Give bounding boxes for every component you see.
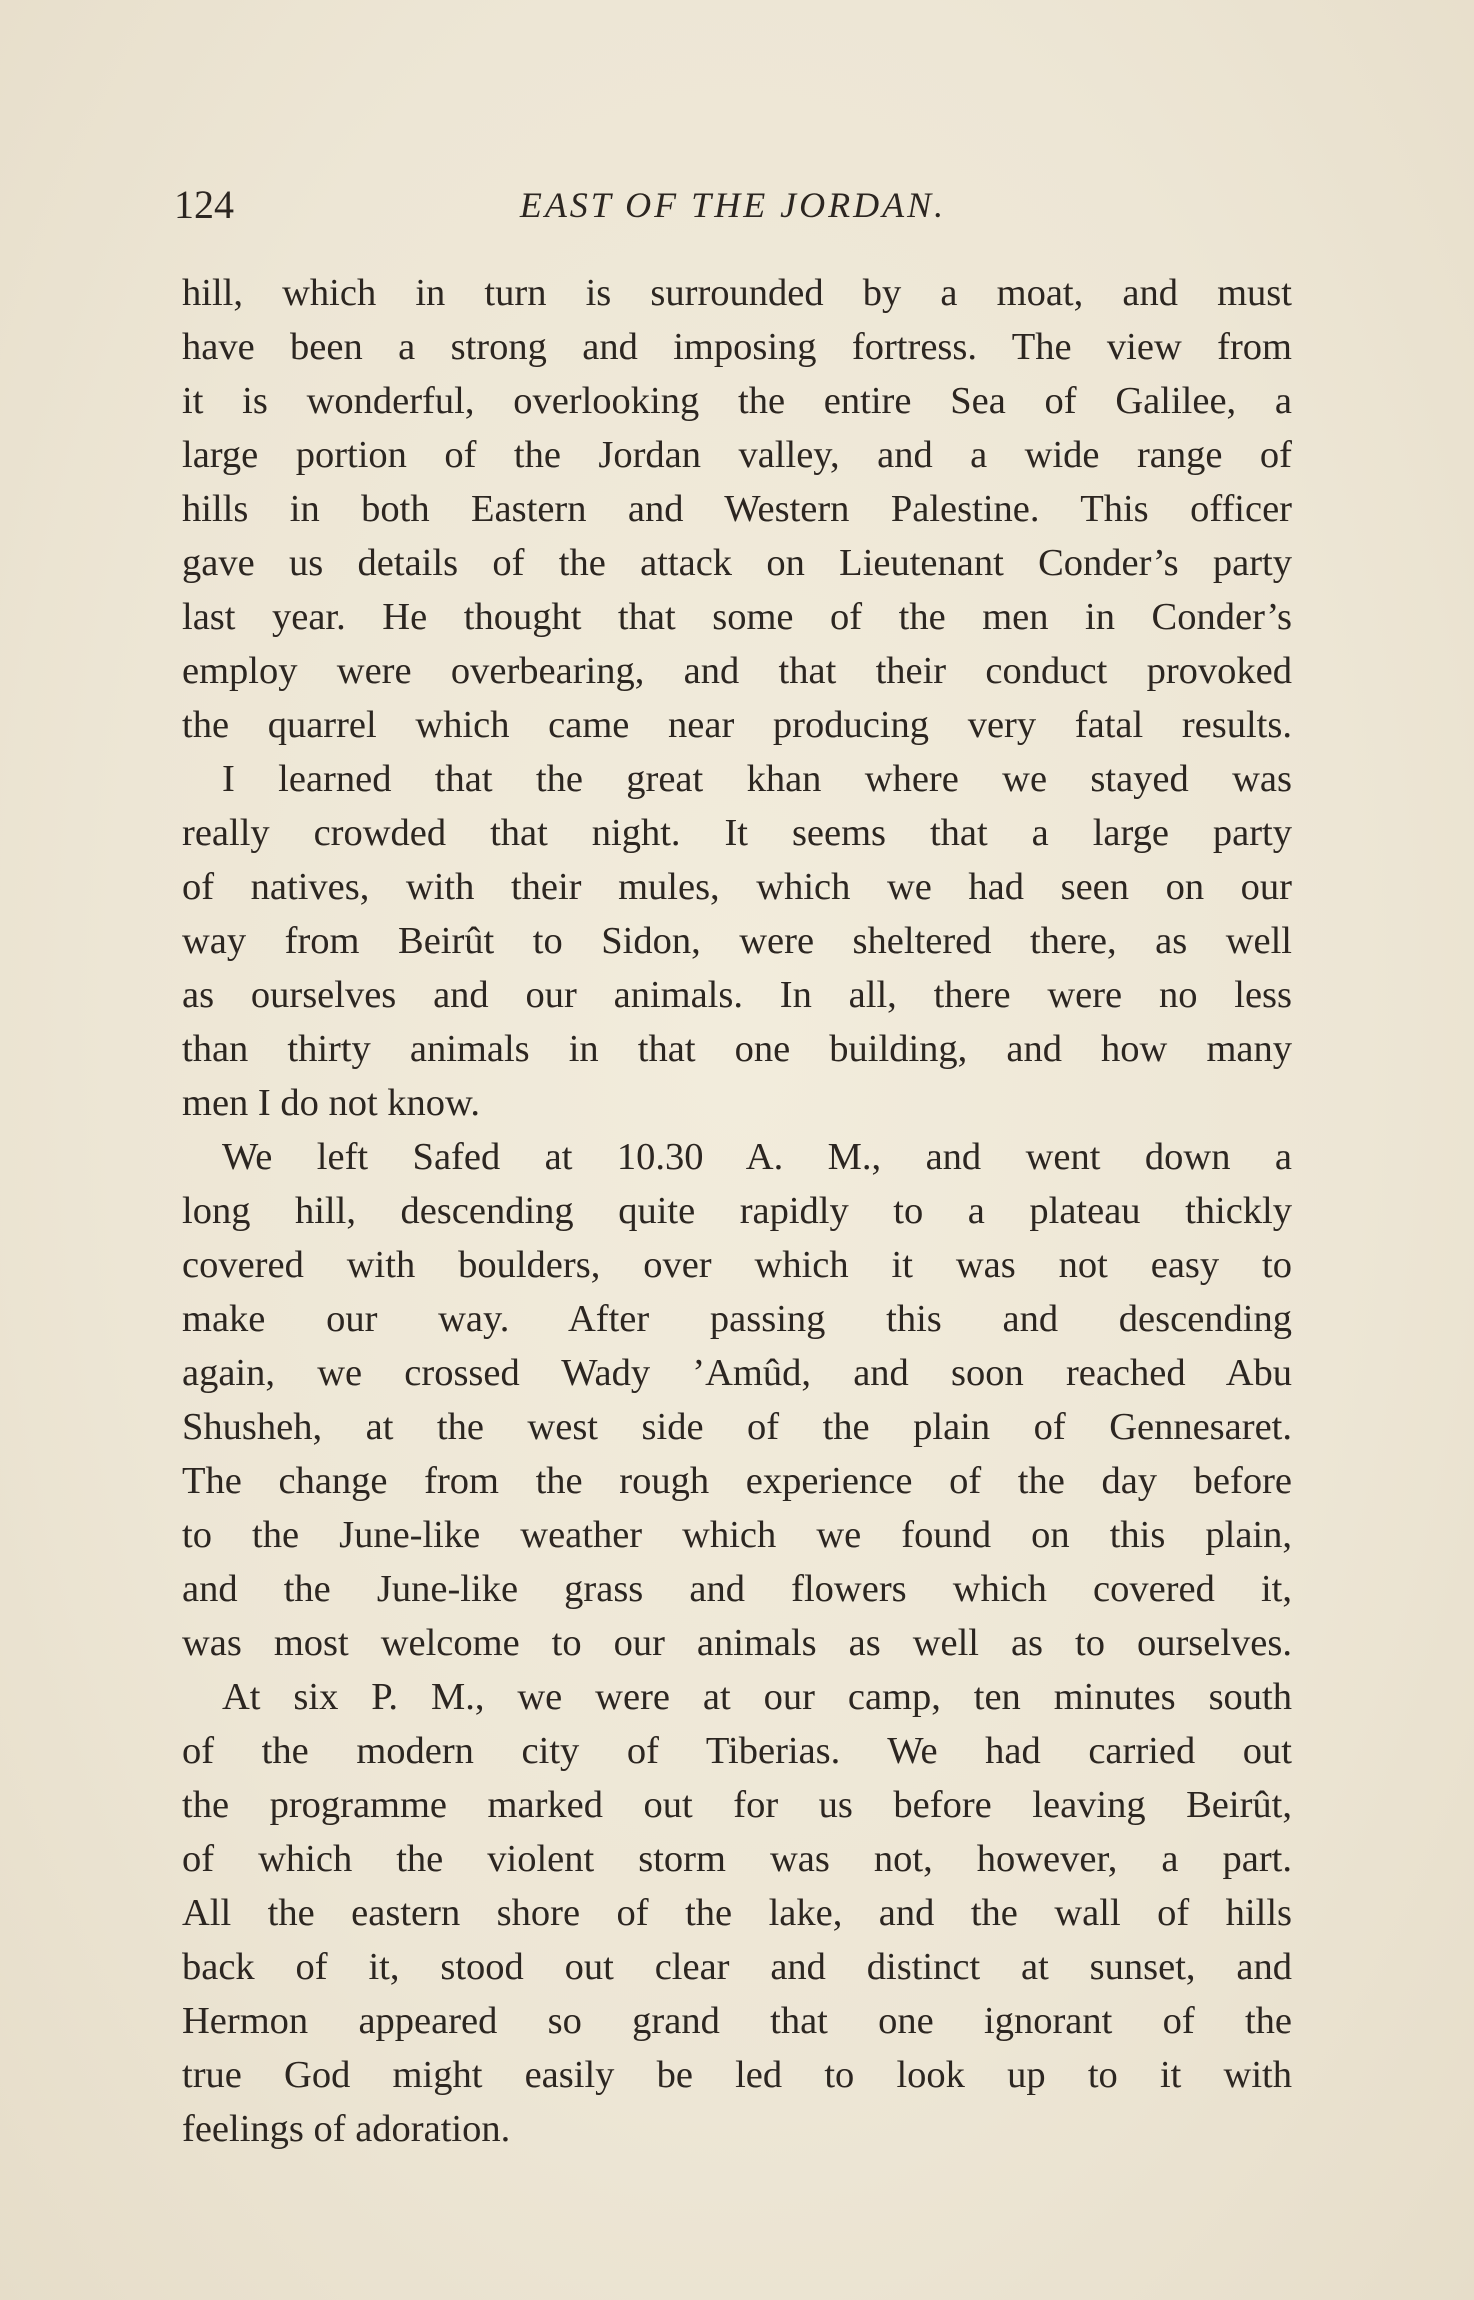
text-line: and the June-like grass and flowers which covered it,	[182, 1568, 1292, 1610]
text-line: have been a strong and imposing fortress. The view from	[182, 326, 1292, 368]
body-text	[182, 266, 1292, 2156]
text-line: gave us details of the attack on Lieutenant Conder’s party	[182, 542, 1292, 584]
text-line: the quarrel which came near producing very fatal results.	[182, 704, 1292, 746]
text-line: to the June-like weather which we found on this plain,	[182, 1514, 1292, 1556]
text-line: hills in both Eastern and Western Palestine. This officer	[182, 488, 1292, 530]
text-line: again, we crossed Wady ’Amûd, and soon reached Abu	[182, 1352, 1292, 1394]
text-line: Hermon appeared so grand that one ignorant of the	[182, 2000, 1292, 2042]
text-line: the programme marked out for us before leaving Beirût,	[182, 1784, 1292, 1826]
text-line: back of it, stood out clear and distinct at sunset, and	[182, 1946, 1292, 1988]
text-line: true God might easily be led to look up to it with	[182, 2054, 1292, 2096]
text-line: than thirty animals in that one building, and how many	[182, 1028, 1292, 1070]
text-line: We left Safed at 10.30 A. M., and went down a	[222, 1136, 1292, 1178]
text-line: covered with boulders, over which it was not easy to	[182, 1244, 1292, 1286]
page-number: 124	[174, 182, 234, 227]
text-line: of which the violent storm was not, however, a part.	[182, 1838, 1292, 1880]
text-line: as ourselves and our animals. In all, there were no less	[182, 974, 1292, 1016]
page-header	[174, 175, 1292, 235]
text-line: feelings of adoration.	[182, 2108, 511, 2150]
text-line: hill, which in turn is surrounded by a moat, and must	[182, 272, 1292, 314]
text-line: was most welcome to our animals as well as to ourselves.	[182, 1622, 1292, 1664]
text-line: Shusheh, at the west side of the plain of Gennesaret.	[182, 1406, 1292, 1448]
text-line: last year. He thought that some of the men in Conder’s	[182, 596, 1292, 638]
text-line: of the modern city of Tiberias. We had carried out	[182, 1730, 1292, 1772]
text-line: All the eastern shore of the lake, and the wall of hills	[182, 1892, 1292, 1934]
text-line: make our way. After passing this and descending	[182, 1298, 1292, 1340]
text-line: way from Beirût to Sidon, were sheltered there, as well	[182, 920, 1292, 962]
text-line: The change from the rough experience of the day before	[182, 1460, 1292, 1502]
text-line: really crowded that night. It seems that a large party	[182, 812, 1292, 854]
text-line: large portion of the Jordan valley, and a wide range of	[182, 434, 1292, 476]
running-head: EAST OF THE JORDAN.	[519, 185, 947, 225]
text-line: I learned that the great khan where we stayed was	[222, 758, 1292, 800]
text-line: long hill, descending quite rapidly to a plateau thickly	[182, 1190, 1292, 1232]
text-line: At six P. M., we were at our camp, ten minutes south	[222, 1676, 1292, 1718]
text-line: employ were overbearing, and that their conduct provoked	[182, 650, 1292, 692]
text-line: men I do not know.	[182, 1082, 480, 1124]
text-line: of natives, with their mules, which we had seen on our	[182, 866, 1292, 908]
text-line: it is wonderful, overlooking the entire Sea of Galilee, a	[182, 380, 1292, 422]
